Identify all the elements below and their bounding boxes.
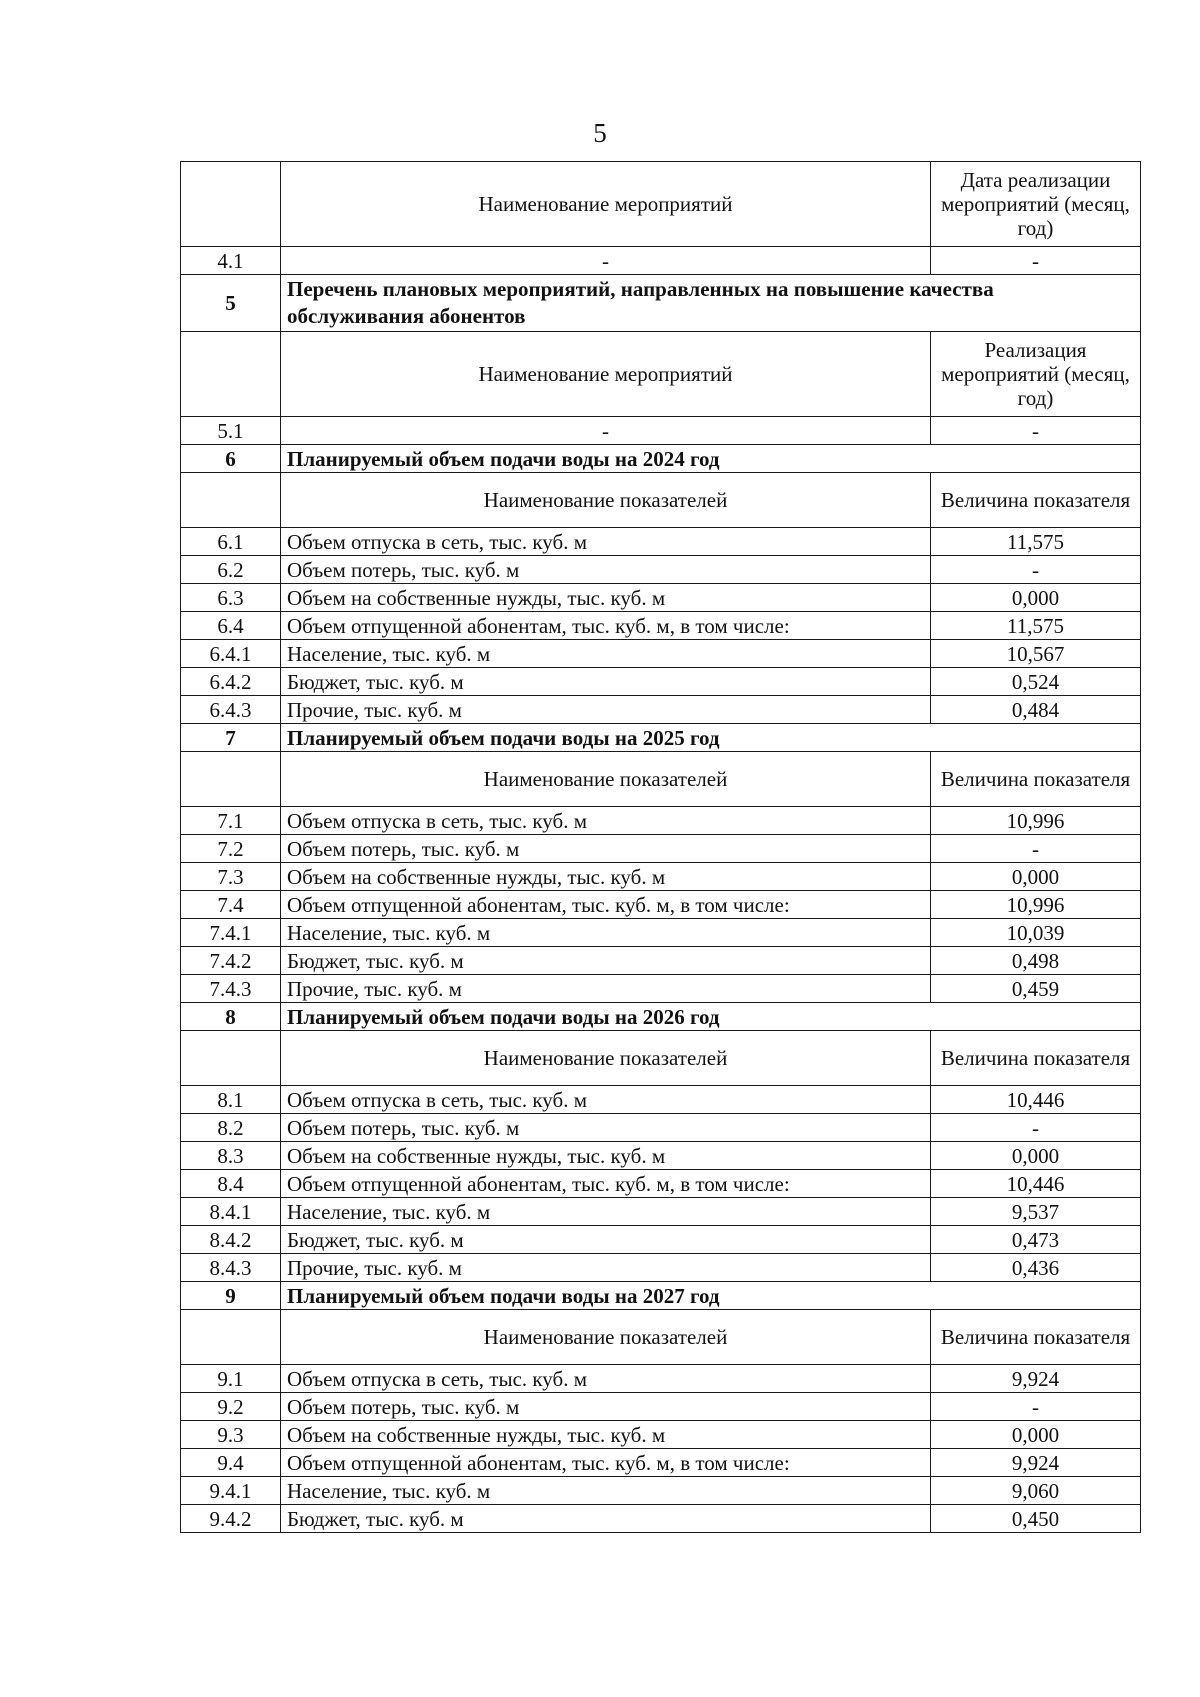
row-number: 9.3 [181, 1421, 281, 1449]
row-name: Прочие, тыс. куб. м [281, 1254, 931, 1282]
row-number: 9.4 [181, 1449, 281, 1477]
row-number: 8.4.2 [181, 1226, 281, 1254]
row-number: 8.4 [181, 1170, 281, 1198]
row-value: 10,996 [931, 891, 1141, 919]
row-name: Объем отпущенной абонентам, тыс. куб. м, в том числе: [281, 1170, 931, 1198]
header-value-cell: Дата реализации мероприятий (месяц, год) [931, 162, 1141, 247]
table-row [181, 1170, 1141, 1198]
table-row [181, 640, 1141, 668]
table-row [181, 1421, 1141, 1449]
table-row [181, 1226, 1141, 1254]
row-name: Объем потерь, тыс. куб. м [281, 835, 931, 863]
section-header-value: Величина показателя [931, 1310, 1141, 1365]
table-header-row [181, 162, 1141, 247]
row-name: Объем отпущенной абонентам, тыс. куб. м, в том числе: [281, 1449, 931, 1477]
table-row [181, 528, 1141, 556]
section-header-name: Наименование показателей [281, 473, 931, 528]
table-row [181, 1086, 1141, 1114]
row-number: 8.4.1 [181, 1198, 281, 1226]
row-value: 0,000 [931, 1421, 1141, 1449]
row-number: 6.4.2 [181, 668, 281, 696]
row-name: Бюджет, тыс. куб. м [281, 668, 931, 696]
row-number: 6.2 [181, 556, 281, 584]
row-name: Объем на собственные нужды, тыс. куб. м [281, 1142, 931, 1170]
row-number: 9.1 [181, 1365, 281, 1393]
row-number: 8.1 [181, 1086, 281, 1114]
section-header-row [181, 473, 1141, 528]
row-name: - [281, 247, 931, 275]
section-number: 5 [181, 275, 281, 332]
section-header-row [181, 1031, 1141, 1086]
row-value: 10,039 [931, 919, 1141, 947]
section-title: Перечень плановых мероприятий, направленных на повышение качества обслуживания абонентов [281, 275, 1141, 332]
section-header-name: Наименование показателей [281, 1310, 931, 1365]
row-name: Объем отпуска в сеть, тыс. куб. м [281, 807, 931, 835]
section-title-row [181, 1282, 1141, 1310]
row-value: 10,567 [931, 640, 1141, 668]
row-number: 7.1 [181, 807, 281, 835]
table-row [181, 1114, 1141, 1142]
row-value: 9,924 [931, 1365, 1141, 1393]
header-name-cell: Наименование мероприятий [281, 162, 931, 247]
row-number: 7.4.2 [181, 947, 281, 975]
row-value: 0,498 [931, 947, 1141, 975]
section-header-value: Величина показателя [931, 1031, 1141, 1086]
page-number: 5 [593, 118, 607, 148]
row-value: 10,996 [931, 807, 1141, 835]
row-number: 4.1 [181, 247, 281, 275]
row-number: 9.4.1 [181, 1477, 281, 1505]
section-header-num-cell [181, 1031, 281, 1086]
row-value: - [931, 1114, 1141, 1142]
section-header-name: Наименование показателей [281, 1031, 931, 1086]
row-name: Население, тыс. куб. м [281, 640, 931, 668]
section-title-row [181, 1003, 1141, 1031]
row-number: 9.4.2 [181, 1505, 281, 1533]
row-name: Объем отпущенной абонентам, тыс. куб. м, в том числе: [281, 891, 931, 919]
row-value: 11,575 [931, 528, 1141, 556]
row-number: 7.4 [181, 891, 281, 919]
table-row [181, 807, 1141, 835]
table-row [181, 668, 1141, 696]
row-value: 10,446 [931, 1170, 1141, 1198]
table-row [181, 556, 1141, 584]
row-number: 6.3 [181, 584, 281, 612]
row-name: Объем потерь, тыс. куб. м [281, 1114, 931, 1142]
section-header-row [181, 752, 1141, 807]
row-name: Объем отпуска в сеть, тыс. куб. м [281, 528, 931, 556]
row-name: Объем отпуска в сеть, тыс. куб. м [281, 1365, 931, 1393]
row-name: Бюджет, тыс. куб. м [281, 1505, 931, 1533]
section-number: 6 [181, 445, 281, 473]
table-row [181, 947, 1141, 975]
row-name: Бюджет, тыс. куб. м [281, 947, 931, 975]
row-name: Население, тыс. куб. м [281, 919, 931, 947]
row-value: 0,000 [931, 1142, 1141, 1170]
section-title: Планируемый объем подачи воды на 2027 год [281, 1282, 1141, 1310]
row-name: Объем потерь, тыс. куб. м [281, 556, 931, 584]
row-number: 6.1 [181, 528, 281, 556]
table-row [181, 919, 1141, 947]
section-title-row [181, 275, 1141, 332]
row-number: 7.3 [181, 863, 281, 891]
row-value: 0,459 [931, 975, 1141, 1003]
table-row [181, 1449, 1141, 1477]
table-row [181, 975, 1141, 1003]
row-name: Объем на собственные нужды, тыс. куб. м [281, 584, 931, 612]
row-value: 9,924 [931, 1449, 1141, 1477]
row-name: Объем отпуска в сеть, тыс. куб. м [281, 1086, 931, 1114]
row-value: - [931, 247, 1141, 275]
row-number: 9.2 [181, 1393, 281, 1421]
row-value: 10,446 [931, 1086, 1141, 1114]
row-value: 0,524 [931, 668, 1141, 696]
row-number: 6.4.3 [181, 696, 281, 724]
row-name: Население, тыс. куб. м [281, 1477, 931, 1505]
table-row [181, 1365, 1141, 1393]
row-number: 7.2 [181, 835, 281, 863]
row-number: 8.4.3 [181, 1254, 281, 1282]
row-number: 7.4.3 [181, 975, 281, 1003]
row-value: 0,484 [931, 696, 1141, 724]
table-row [181, 1142, 1141, 1170]
table-row [181, 1393, 1141, 1421]
row-name: Объем потерь, тыс. куб. м [281, 1393, 931, 1421]
row-number: 6.4.1 [181, 640, 281, 668]
table-row [181, 891, 1141, 919]
plan-table [180, 161, 1141, 1533]
table-row [181, 1477, 1141, 1505]
header-num-cell [181, 162, 281, 247]
section-title: Планируемый объем подачи воды на 2025 год [281, 724, 1141, 752]
section-header-name: Наименование мероприятий [281, 332, 931, 417]
row-number: 7.4.1 [181, 919, 281, 947]
table-row [181, 247, 1141, 275]
row-value: 0,000 [931, 863, 1141, 891]
row-value: 9,060 [931, 1477, 1141, 1505]
table-row [181, 612, 1141, 640]
row-number: 6.4 [181, 612, 281, 640]
table-row [181, 1198, 1141, 1226]
row-name: - [281, 417, 931, 445]
row-value: - [931, 1393, 1141, 1421]
row-name: Бюджет, тыс. куб. м [281, 1226, 931, 1254]
section-title-row [181, 724, 1141, 752]
row-name: Прочие, тыс. куб. м [281, 696, 931, 724]
section-number: 9 [181, 1282, 281, 1310]
row-name: Население, тыс. куб. м [281, 1198, 931, 1226]
section-header-value: Реализация мероприятий (месяц, год) [931, 332, 1141, 417]
row-name: Прочие, тыс. куб. м [281, 975, 931, 1003]
row-name: Объем отпущенной абонентам, тыс. куб. м, в том числе: [281, 612, 931, 640]
section-number: 7 [181, 724, 281, 752]
row-value: 0,450 [931, 1505, 1141, 1533]
row-value: 0,000 [931, 584, 1141, 612]
row-name: Объем на собственные нужды, тыс. куб. м [281, 1421, 931, 1449]
row-value: 0,473 [931, 1226, 1141, 1254]
table-row [181, 696, 1141, 724]
section-title: Планируемый объем подачи воды на 2024 год [281, 445, 1141, 473]
section-header-row [181, 1310, 1141, 1365]
table-row [181, 1254, 1141, 1282]
table-row [181, 863, 1141, 891]
section-title: Планируемый объем подачи воды на 2026 год [281, 1003, 1141, 1031]
row-value: 9,537 [931, 1198, 1141, 1226]
row-value: 11,575 [931, 612, 1141, 640]
row-name: Объем на собственные нужды, тыс. куб. м [281, 863, 931, 891]
section-header-num-cell [181, 332, 281, 417]
row-number: 8.3 [181, 1142, 281, 1170]
row-value: - [931, 417, 1141, 445]
section-title-row [181, 445, 1141, 473]
section-header-num-cell [181, 473, 281, 528]
table-row [181, 417, 1141, 445]
table-row [181, 1505, 1141, 1533]
section-number: 8 [181, 1003, 281, 1031]
row-number: 5.1 [181, 417, 281, 445]
plan-table-body [181, 162, 1141, 1533]
table-row [181, 835, 1141, 863]
section-header-name: Наименование показателей [281, 752, 931, 807]
section-header-num-cell [181, 752, 281, 807]
section-header-value: Величина показателя [931, 473, 1141, 528]
row-value: - [931, 835, 1141, 863]
section-header-num-cell [181, 1310, 281, 1365]
row-number: 8.2 [181, 1114, 281, 1142]
section-header-row [181, 332, 1141, 417]
row-value: - [931, 556, 1141, 584]
table-row [181, 584, 1141, 612]
row-value: 0,436 [931, 1254, 1141, 1282]
section-header-value: Величина показателя [931, 752, 1141, 807]
